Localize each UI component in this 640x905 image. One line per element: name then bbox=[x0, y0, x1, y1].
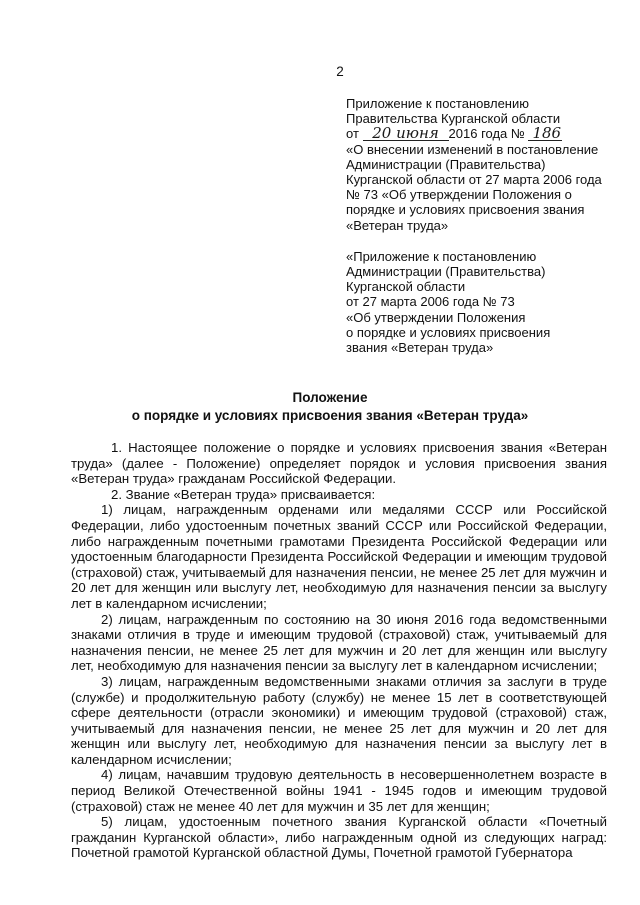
handwritten-date: 20 июня bbox=[363, 126, 449, 141]
appendix-prev-line: «Приложение к постановлению bbox=[346, 248, 537, 264]
from-prefix: от bbox=[346, 126, 359, 142]
appendix-line: Правительства Курганской области bbox=[346, 111, 561, 127]
appendix-date-line bbox=[346, 126, 608, 141]
appendix-prev-line: «Об утверждении Положения bbox=[346, 309, 526, 325]
appendix-prev-line: о порядке и условиях присвоения bbox=[346, 324, 551, 340]
appendix-ref-line: Курганской области от 27 марта 2006 года bbox=[346, 172, 602, 188]
body-list-item: 2) лицам, награжденным по состоянию на 30 июня 2016 года ведомственными знаками отличия в труде и имеющим трудовой (страховой) стаж, учитываемый для назначения пенсии, не менее 25 лет для мужчин и 20 лет для женщин или выслугу лет, необходимую для назначения пенсии за выслугу лет в календарном исчислении; bbox=[71, 611, 607, 674]
appendix-ref-line: «Ветеран труда» bbox=[346, 217, 449, 233]
year-text: 2016 года № bbox=[448, 126, 525, 142]
appendix-block bbox=[346, 96, 608, 355]
body-list-item: 1) лицам, награжденным орденами или медалями СССР или Российской Федерации, либо удостоенным почетных званий СССР или Российской Федерации, либо награжденным почетными грамотами Президента Российской Федерации или удостоенным благодарности Президента Российской Федерации и имеющим трудовой (страховой) стаж, учитываемый для назначения пенсии, не менее 25 лет для мужчин и 20 лет для женщин или выслугу лет, необходимую для назначения пенсии за выслугу лет в календарном исчислении; bbox=[71, 502, 607, 611]
document-title: Положение bbox=[292, 390, 368, 405]
document-body bbox=[71, 440, 607, 861]
body-list-item: 5) лицам, удостоенным почетного звания Курганской области «Почетный гражданин Курганской области», либо награжденным одной из следующих наград: Почетной грамотой Курганской областной Думы, Почетной грамотой Губернатора bbox=[71, 814, 607, 861]
page-number: 2 bbox=[336, 64, 344, 79]
document-subtitle: о порядке и условиях присвоения звания «Ветеран труда» bbox=[131, 407, 529, 423]
appendix-ref-line: № 73 «Об утверждении Положения о bbox=[346, 187, 572, 203]
body-paragraph: 2. Звание «Ветеран труда» присваивается: bbox=[111, 486, 376, 502]
appendix-ref-line: Администрации (Правительства) bbox=[346, 156, 546, 172]
handwritten-number: 186 bbox=[528, 126, 562, 141]
body-list-item: 3) лицам, награжденным ведомственными знаками отличия за заслуги в труде (службе) и продолжительную работу (службу) не менее 15 лет в соответствующей сфере деятельности (отрасли экономики) и имеющим трудовой (страховой) стаж, учитываемый для назначения пенсии, не менее 25 лет для мужчин и 20 лет для женщин или выслугу лет, необходимую для назначения пенсии за выслугу лет в календарном исчислении; bbox=[71, 673, 607, 767]
appendix-line: Приложение к постановлению bbox=[346, 96, 529, 111]
appendix-ref-line: «О внесении изменений в постановление bbox=[346, 141, 599, 157]
body-list-item: 4) лицам, начавшим трудовую деятельность в несовершеннолетнем возрасте в период Великой Отечественной войны 1941 - 1945 годов и имеющим трудовой (страховой) стаж не менее 40 лет для мужчин и 35 лет для женщин; bbox=[71, 767, 607, 814]
appendix-prev-line: Администрации (Правительства) bbox=[346, 264, 546, 280]
appendix-prev-line: Курганской области bbox=[346, 279, 466, 295]
appendix-prev-line: от 27 марта 2006 года № 73 bbox=[346, 294, 515, 310]
document-title-block bbox=[60, 389, 600, 424]
appendix-ref-line: порядке и условиях присвоения звания bbox=[346, 202, 585, 218]
appendix-prev-line: звания «Ветеран труда» bbox=[346, 340, 494, 356]
body-paragraph: 1. Настоящее положение о порядке и условиях присвоения звания «Ветеран труда» (далее - Положение) определяет порядок и условия присвоения звания «Ветеран труда» гражданам Российской Федерации. bbox=[71, 440, 607, 487]
